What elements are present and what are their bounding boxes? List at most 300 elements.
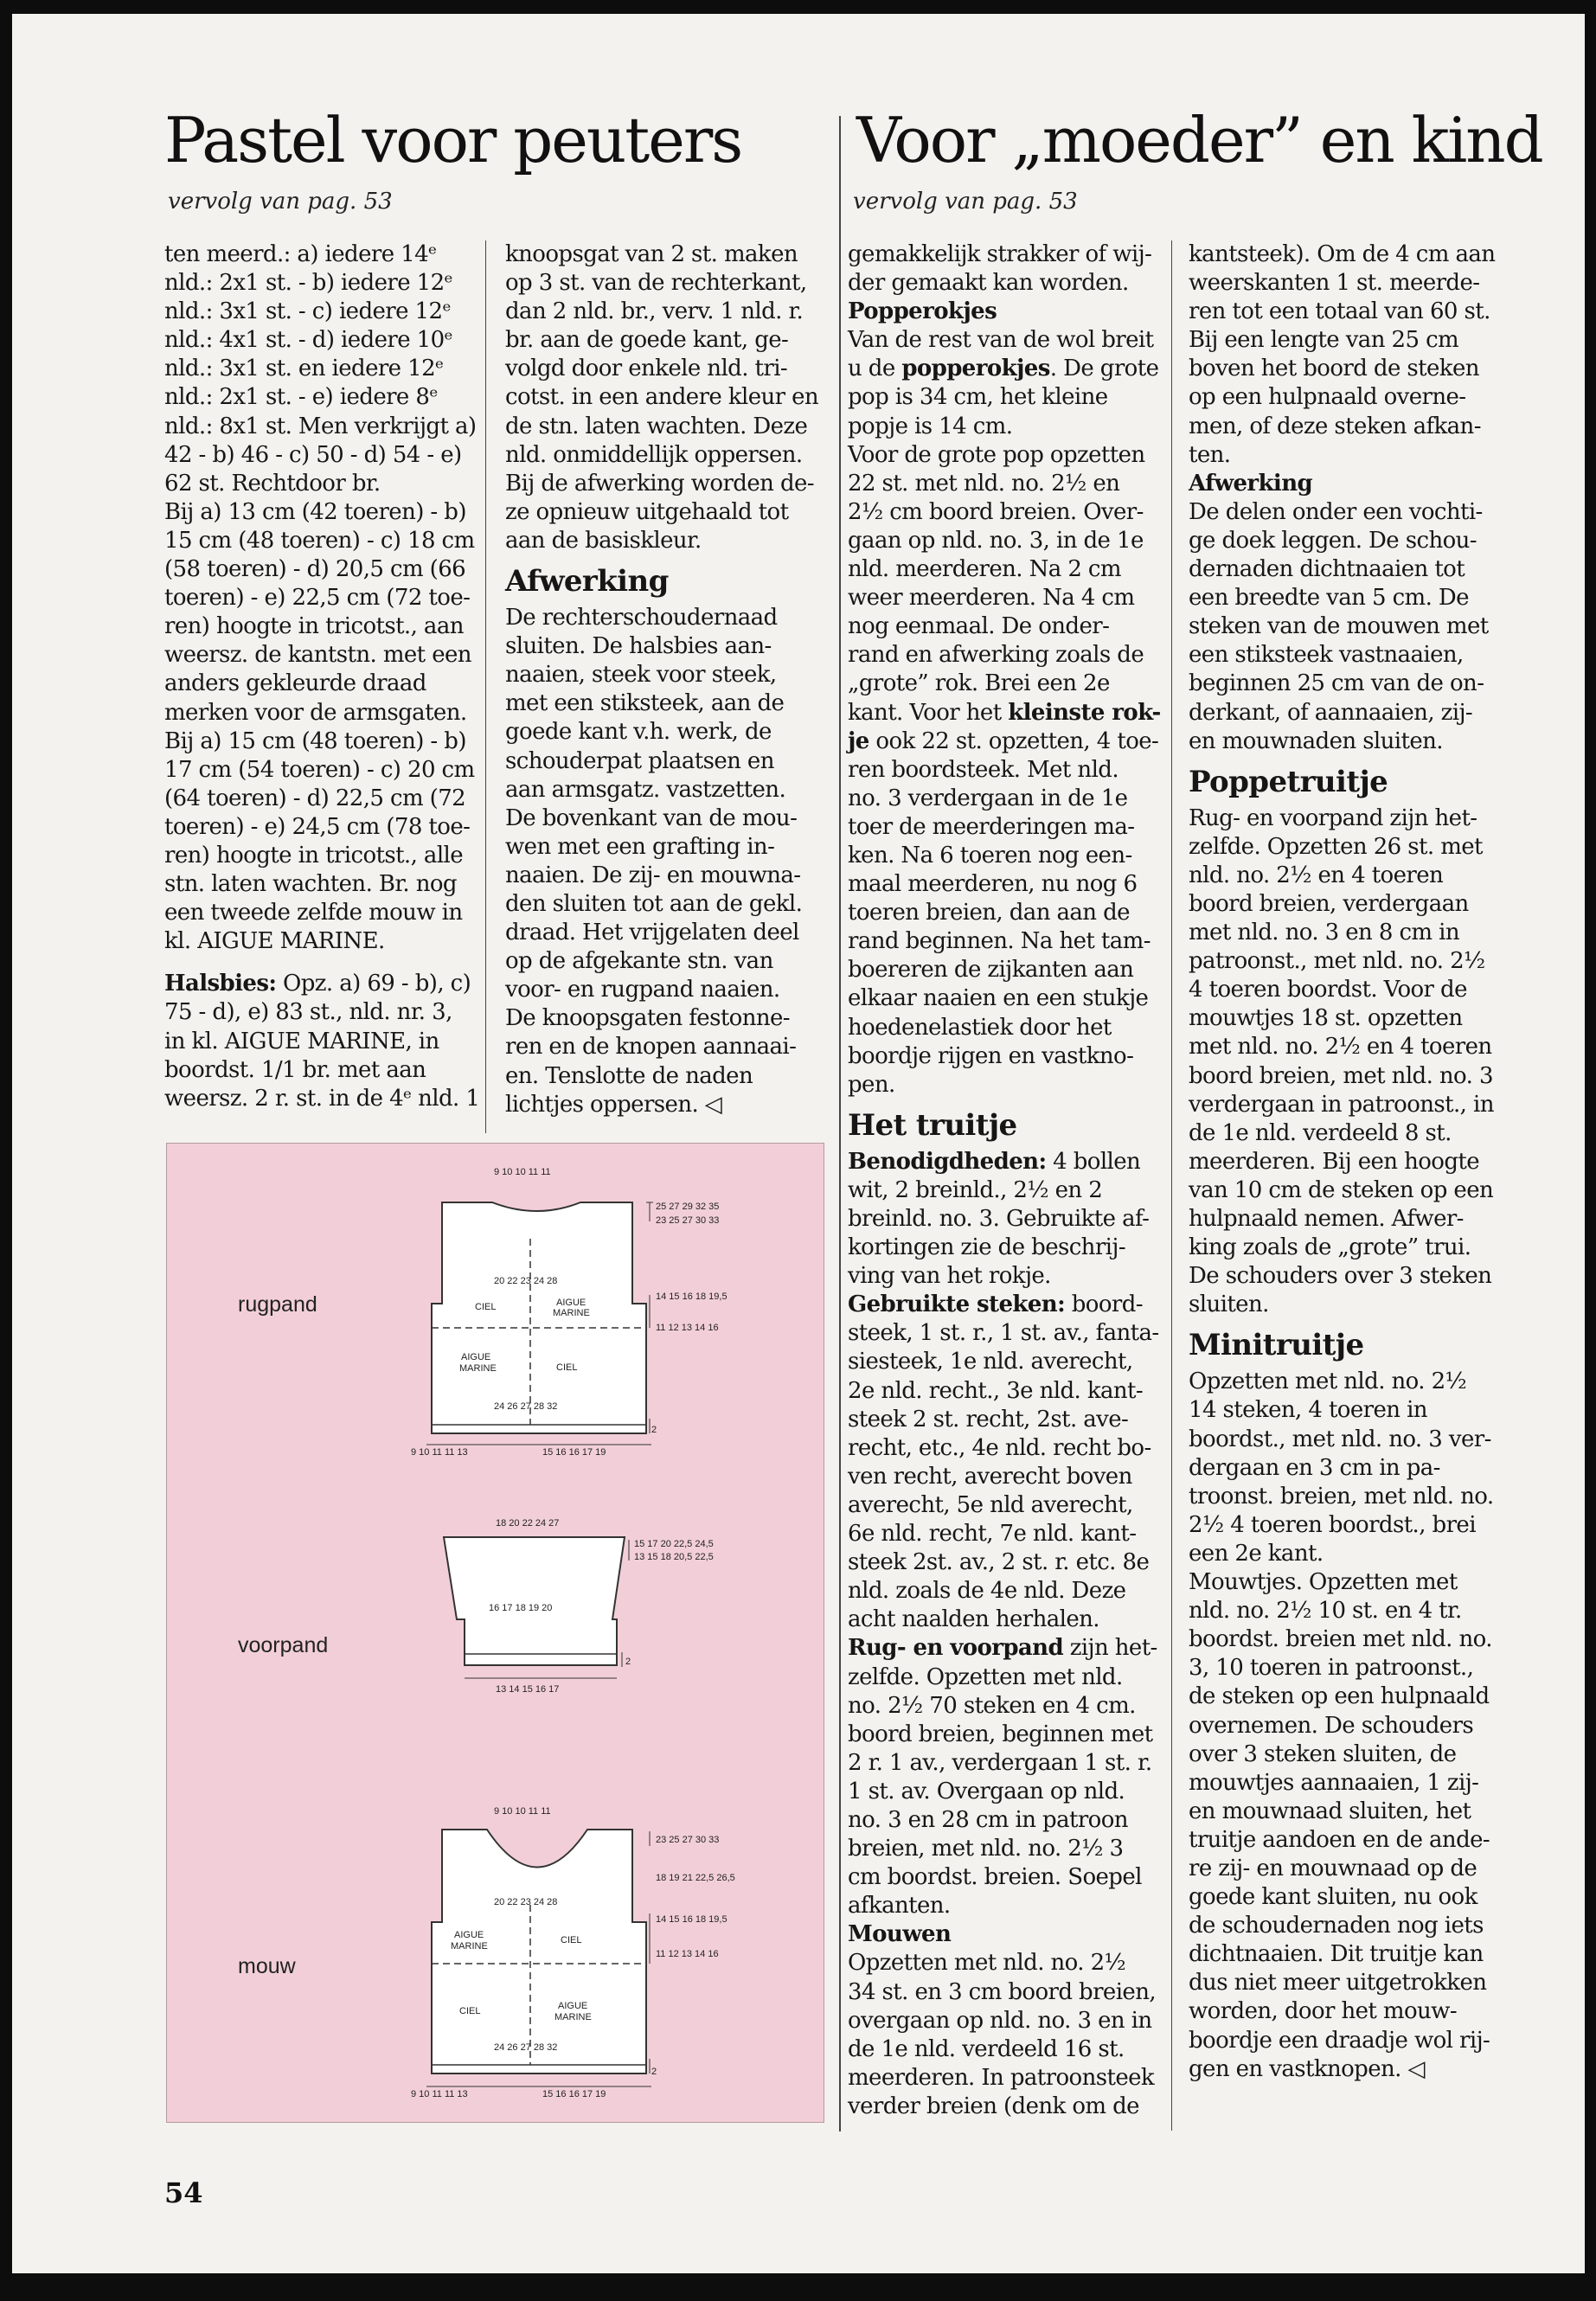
magazine-page	[12, 14, 1585, 2273]
line-text: wen met een grafting in-	[505, 833, 775, 860]
line-text: boordst. 1/1 br. met aan	[164, 1056, 426, 1083]
line-text: steken van de mouwen met	[1189, 613, 1489, 640]
mouw-top-dim: 9 10 10 11 11	[494, 1806, 551, 1817]
line-text: re zij- en mouwnaad op de	[1189, 1855, 1477, 1881]
rug-bottom-inner: 24 26 27 28 32	[494, 1401, 558, 1412]
text-line	[848, 842, 1168, 870]
section-heading: Het truitje	[848, 1107, 1017, 1143]
line-text: Bij a) 13 cm (42 toeren) - b)	[164, 498, 466, 525]
mouw-right-2: 18 19 21 22,5 26,5	[656, 1873, 735, 1883]
text-line	[164, 355, 479, 383]
text-line	[164, 326, 479, 355]
text-line	[848, 984, 1168, 1013]
line-text: pen.	[848, 1071, 895, 1098]
text-line	[1189, 355, 1510, 383]
text-line	[848, 612, 1168, 641]
line-text: boven het boord de steken	[1189, 356, 1479, 382]
text-line	[164, 998, 479, 1027]
rug-right-top-1: 25 27 29 32 35	[656, 1202, 720, 1212]
text-line	[1189, 1176, 1510, 1205]
text-line	[1189, 2027, 1510, 2055]
line-text: draad. Het vrijgelaten deel	[505, 920, 799, 946]
text-line	[505, 833, 825, 862]
mouw-right-4: 11 12 13 14 16	[656, 1949, 719, 1959]
line-text: nog eenmaal. De onder-	[848, 613, 1110, 640]
text-line	[1189, 1712, 1510, 1740]
text-line	[1189, 584, 1510, 612]
line-text: rand en afwerking zoals de	[848, 642, 1144, 669]
text-line	[848, 699, 1168, 727]
line-text: 2 r. 1 av., verdergaan 1 st. r.	[848, 1749, 1152, 1776]
rug-color-aigue: AIGUE	[556, 1298, 586, 1308]
text-line	[848, 1863, 1168, 1892]
mouw-right-3: 14 15 16 18 19,5	[656, 1914, 727, 1925]
text-line	[848, 1434, 1168, 1463]
line-text: met nld. no. 3 en 8 cm in	[1189, 920, 1460, 946]
line-text: Mouwtjes. Opzetten met	[1189, 1569, 1458, 1596]
text-line	[505, 1004, 825, 1033]
line-text: De knoopsgaten festonne-	[505, 1005, 790, 1032]
line-text: 22 st. met nld. no. 2½ en	[848, 470, 1120, 497]
voor-right-1: 15 17 20 22,5 24,5	[634, 1539, 714, 1549]
line-text: weersz. 2 r. st. in de 4ᵉ nld. 1	[164, 1085, 480, 1112]
line-text: en mouwnaad sluiten, het	[1189, 1798, 1471, 1824]
text-line	[1189, 1368, 1510, 1396]
line-text: kortingen zie de beschrij-	[848, 1234, 1126, 1261]
text-line	[848, 240, 1168, 269]
line-text: boordje rijgen en vastkno-	[848, 1042, 1134, 1069]
line-text: naaien, steek voor steek,	[505, 662, 777, 689]
line-text: nld.: 4x1 st. - d) iedere 10ᵉ	[164, 327, 452, 354]
line-text: nld. meerderen. Na 2 cm	[848, 556, 1121, 583]
text-line	[164, 970, 479, 998]
line-text: 62 st. Rechtdoor br.	[164, 470, 381, 497]
text-line	[505, 661, 825, 689]
text-line	[1189, 1912, 1510, 1940]
mouw-mid-dim: 20 22 23 24 28	[494, 1897, 558, 1907]
text-line	[1189, 1511, 1510, 1540]
text-line	[848, 1291, 1168, 1319]
line-text: truitje aandoen en de ande-	[1189, 1826, 1490, 1853]
text-line	[505, 326, 825, 355]
line-text: troonst. breien, met nld. no.	[1189, 1483, 1494, 1509]
text-line	[1189, 1483, 1510, 1511]
line-text: Opzetten met nld. no. 2½	[848, 1950, 1126, 1977]
bold-lead: Benodigdheden:	[848, 1148, 1047, 1175]
line-text: en. Tenslotte de naden	[505, 1062, 753, 1089]
line-text: steek 2 st. recht, 2st. ave-	[848, 1406, 1129, 1433]
text-line	[848, 670, 1168, 698]
line-text: hulpnaald nemen. Afwer-	[1189, 1206, 1464, 1232]
voor-inner-dim: 16 17 18 19 20	[489, 1603, 553, 1613]
line-text: toeren) - e) 24,5 cm (78 toe-	[164, 813, 471, 840]
line-text: mouwtjes aannaaien, 1 zij-	[1189, 1769, 1479, 1796]
text-line	[848, 927, 1168, 956]
text-line	[1189, 1625, 1510, 1654]
voor-bottom-dim: 13 14 15 16 17	[496, 1684, 560, 1695]
mouw-bottom-left: 9 10 11 11 13	[411, 2089, 468, 2099]
line-text: De delen onder een vochti-	[1189, 498, 1483, 525]
text-line	[164, 641, 479, 670]
text-line	[848, 1148, 1168, 1176]
text-line	[1189, 1597, 1510, 1625]
line-text: no. 3 en 28 cm in patroon	[848, 1806, 1128, 1833]
text-line	[848, 1577, 1168, 1606]
text-line	[1189, 1740, 1510, 1769]
line-text: elkaar naaien en een stukje	[848, 985, 1149, 1012]
line-text: no. 3 verdergaan in de 1e	[848, 785, 1128, 811]
article-subtitle-left: vervolg van pag. 53	[168, 189, 393, 215]
text-line	[848, 527, 1168, 555]
text-line	[848, 1319, 1168, 1348]
text-line	[1189, 670, 1510, 698]
text-line	[848, 1014, 1168, 1042]
text-line	[848, 441, 1168, 470]
line-text: weerskanten 1 st. meerde-	[1189, 270, 1480, 297]
text-line	[164, 413, 479, 441]
line-text: (64 toeren) - d) 22,5 cm (72	[164, 785, 466, 811]
line-text: 4 bollen	[1046, 1148, 1141, 1175]
text-line	[848, 1176, 1168, 1205]
text-line	[1189, 326, 1510, 355]
article-title-left: Pastel voor peuters	[164, 104, 742, 176]
line-text: sluiten. De halsbies aan-	[505, 633, 772, 660]
text-line	[848, 1205, 1168, 1234]
text-line	[1189, 1004, 1510, 1033]
line-text: der gemaakt kan worden.	[848, 270, 1129, 297]
text-line	[848, 1520, 1168, 1548]
text-line	[1189, 833, 1510, 862]
line-text: de 1e nld. verdeeld 16 st.	[848, 2035, 1125, 2062]
text-line	[1189, 1396, 1510, 1425]
text-line	[848, 1348, 1168, 1376]
text-line	[1189, 298, 1510, 326]
text-line	[848, 2064, 1168, 2093]
line-text: 1 st. av. Overgaan op nld.	[848, 1778, 1125, 1804]
line-text: op 3 st. van de rechterkant,	[505, 270, 807, 297]
line-text: zijn het-	[1063, 1635, 1157, 1662]
text-line	[505, 919, 825, 947]
line-text: den sluiten tot aan de gekl.	[505, 890, 803, 917]
line-text: meerderen. Bij een hoogte	[1189, 1148, 1480, 1175]
text-column-3	[848, 240, 1168, 2121]
line-text: met een stiksteek, aan de	[505, 690, 785, 717]
text-line	[1189, 1769, 1510, 1798]
line-text: zelfde. Opzetten met nld.	[848, 1663, 1123, 1690]
line-text: van 10 cm de steken op een	[1189, 1176, 1494, 1203]
line-text: sluiten.	[1189, 1292, 1269, 1318]
text-line	[1189, 1234, 1510, 1262]
text-line	[848, 1406, 1168, 1434]
text-line	[1189, 527, 1510, 555]
column-divider	[485, 240, 486, 1133]
rug-color-marine-2: MARINE	[459, 1363, 497, 1374]
text-line	[1189, 1855, 1510, 1883]
text-line	[505, 689, 825, 718]
line-text: dernaden dichtnaaien tot	[1189, 556, 1465, 583]
line-text: Voor de grote pop opzetten	[848, 441, 1145, 468]
text-line	[848, 813, 1168, 842]
line-text: de stn. laten wachten. Deze	[505, 413, 808, 439]
text-line	[848, 269, 1168, 298]
text-line	[848, 2093, 1168, 2121]
line-text: ren boordsteek. Met nld.	[848, 756, 1118, 783]
line-text: 42 - b) 46 - c) 50 - d) 54 - e)	[164, 441, 462, 468]
line-text: no. 2½ 70 steken en 4 cm.	[848, 1692, 1136, 1719]
page-number: 54	[164, 2176, 203, 2209]
text-line	[848, 1606, 1168, 1634]
text-line	[848, 756, 1168, 785]
line-text: Rug- en voorpand zijn het-	[1189, 804, 1477, 831]
text-line	[505, 947, 825, 976]
rug-color-marine: MARINE	[553, 1308, 590, 1318]
line-text: worden, door het mouw-	[1189, 1998, 1458, 2025]
line-text: overnemen. De schouders	[1189, 1712, 1474, 1739]
voor-top-dim: 18 20 22 24 27	[496, 1518, 560, 1529]
text-line	[164, 1085, 479, 1113]
text-line	[164, 527, 479, 555]
text-line	[164, 441, 479, 470]
text-line	[848, 1663, 1168, 1692]
line-text: „grote” rok. Brei een 2e	[848, 670, 1110, 697]
text-line	[1189, 1148, 1510, 1176]
line-text: verdergaan in patroonst., in	[1189, 1091, 1494, 1118]
text-line	[505, 747, 825, 776]
line-text: 75 - d), e) 83 st., nld. nr. 3,	[164, 999, 452, 1026]
text-line	[1189, 1291, 1510, 1319]
line-text: schouderpat plaatsen en	[505, 747, 774, 774]
text-line	[848, 584, 1168, 612]
text-line	[1189, 2055, 1510, 2084]
line-text: derkant, of aannaaien, zij-	[1189, 699, 1473, 726]
line-text: nld.: 2x1 st. - b) iedere 12ᵉ	[164, 270, 452, 297]
text-line	[505, 527, 825, 555]
text-line	[1189, 1798, 1510, 1826]
line-text-tail: . De grote	[1049, 356, 1159, 382]
line-text: nld. no. 2½ 10 st. en 4 tr.	[1189, 1598, 1462, 1625]
text-line	[848, 1634, 1168, 1663]
line-text: verder breien (denk om de	[848, 2093, 1139, 2119]
line-text: De bovenkant van de mou-	[505, 804, 798, 831]
voorpand-schematic	[444, 1537, 625, 1665]
text-line	[164, 555, 479, 584]
line-text: ook 22 st. opzetten, 4 toe-	[869, 727, 1159, 754]
line-text: een breedte van 5 cm. De	[1189, 585, 1469, 612]
line-text: dichtnaaien. Dit truitje kan	[1189, 1941, 1484, 1968]
line-text: lichtjes oppersen. ◁	[505, 1091, 722, 1118]
line-text: 4 toeren boordst. Voor de	[1189, 977, 1467, 1003]
text-line	[848, 2007, 1168, 2035]
line-text: afkanten.	[848, 1893, 951, 1920]
text-line	[164, 785, 479, 813]
text-line	[848, 326, 1168, 355]
text-line	[848, 1892, 1168, 1920]
line-text: overgaan op nld. no. 3 en in	[848, 2007, 1152, 2034]
text-line	[505, 890, 825, 919]
line-text: king zoals de „grote” trui.	[1189, 1234, 1471, 1261]
text-line	[505, 1062, 825, 1091]
text-line	[848, 1835, 1168, 1863]
line-text: dergaan en 3 cm in pa-	[1189, 1454, 1440, 1481]
line-text: de 1e nld. verdeeld 8 st.	[1189, 1119, 1452, 1146]
line-text: ten meerd.: a) iedere 14ᵉ	[164, 241, 437, 267]
text-line	[848, 1463, 1168, 1491]
line-text: aan armsgatz. vastzetten.	[505, 776, 786, 803]
rug-right-mid-1: 14 15 16 18 19,5	[656, 1292, 727, 1302]
text-column-1	[164, 240, 479, 1113]
line-text: ge doek leggen. De schou-	[1189, 527, 1477, 554]
line-text: Opz. a) 69 - b), c)	[276, 971, 471, 997]
text-line	[505, 355, 825, 383]
rug-color-aigue-2: AIGUE	[461, 1352, 491, 1362]
line-text: Opzetten met nld. no. 2½	[1189, 1368, 1467, 1395]
line-text: rand beginnen. Na het tam-	[848, 928, 1151, 955]
line-text: goede kant sluiten, nu ook	[1189, 1884, 1477, 1911]
text-line	[1189, 1454, 1510, 1483]
line-text: aan de basiskleur.	[505, 527, 702, 554]
text-line	[848, 1778, 1168, 1806]
bold-term: popperokjes	[901, 356, 1050, 382]
text-line	[1189, 862, 1510, 890]
line-text: ren) hoogte in tricotst., aan	[164, 613, 464, 640]
line-text: popje is 14 cm.	[848, 413, 1013, 439]
line-text: kl. AIGUE MARINE.	[164, 928, 385, 955]
text-line	[848, 1234, 1168, 1262]
rug-right-mid-2: 11 12 13 14 16	[656, 1323, 719, 1333]
line-text: nld.: 3x1 st. en iedere 12ᵉ	[164, 356, 444, 382]
text-line	[1189, 699, 1510, 727]
line-text: voor- en rugpand naaien.	[505, 977, 780, 1003]
text-line	[505, 269, 825, 298]
line-text: meerderen. In patroonsteek	[848, 2064, 1155, 2091]
text-line	[848, 899, 1168, 927]
text-line	[1189, 1262, 1510, 1291]
text-line	[1189, 1568, 1510, 1597]
line-text: over 3 steken sluiten, de	[1189, 1740, 1457, 1767]
line-text: (58 toeren) - d) 20,5 cm (66	[164, 556, 466, 583]
mouw-color-aigue-2: AIGUE	[558, 2001, 588, 2011]
line-text: weersz. de kantstn. met een	[164, 642, 471, 669]
bold-lead: je	[848, 727, 869, 754]
line-text: een tweede zelfde mouw in	[164, 900, 463, 926]
line-text: dan 2 nld. br., verv. 1 nld. r.	[505, 298, 804, 325]
line-text: nld.: 8x1 st. Men verkrijgt a)	[164, 413, 477, 439]
text-line	[164, 727, 479, 756]
line-text: ren) hoogte in tricotst., alle	[164, 842, 464, 868]
text-line	[505, 441, 825, 470]
rug-mid-dim: 20 22 23 24 28	[494, 1276, 558, 1286]
line-text: nld.: 3x1 st. - c) iedere 12ᵉ	[164, 298, 451, 325]
line-text: acht naalden herhalen.	[848, 1606, 1099, 1633]
text-line	[1189, 1426, 1510, 1454]
line-text: en mouwnaden sluiten.	[1189, 727, 1443, 754]
text-line	[164, 870, 479, 899]
text-line	[848, 413, 1168, 441]
rug-color-ciel-2: CIEL	[556, 1362, 578, 1373]
voor-rib-height: 2	[625, 1657, 631, 1667]
line-text: op de afgekante stn. van	[505, 948, 773, 975]
text-line	[1189, 976, 1510, 1004]
line-text: 2½ cm boord breien. Over-	[848, 498, 1144, 525]
rug-bottom-right: 15 16 16 17 19	[542, 1447, 606, 1458]
mouw-rib-height: 2	[651, 2067, 657, 2077]
text-line	[505, 632, 825, 661]
mouw-bottom-right: 15 16 16 17 19	[542, 2089, 606, 2099]
text-line	[1189, 727, 1510, 756]
text-line	[1189, 1540, 1510, 1568]
mouw-color-marine-2: MARINE	[554, 2012, 592, 2022]
section-heading: Poppetruitje	[1189, 764, 1388, 799]
line-text: boordst. breien met nld. no.	[1189, 1626, 1492, 1653]
line-text: ze opnieuw uitgehaald tot	[505, 498, 789, 525]
line-text: De schouders over 3 steken	[1189, 1263, 1492, 1290]
line-text: goede kant v.h. werk, de	[505, 719, 772, 746]
bold-lead: Gebruikte steken:	[848, 1292, 1066, 1318]
line-text: hoedenelastiek door het	[848, 1014, 1112, 1041]
line-text: boord breien, verdergaan	[1189, 890, 1469, 917]
text-line	[164, 756, 479, 785]
line-text: patroonst., met nld. no. 2½	[1189, 948, 1485, 975]
text-line	[505, 1091, 825, 1119]
rug-rib-height: 2	[651, 1425, 657, 1435]
line-text: maal meerderen, nu nog 6	[848, 871, 1138, 898]
text-line	[1189, 1940, 1510, 1969]
line-text: merken voor de armsgaten.	[164, 699, 467, 726]
mouw-right-1: 23 25 27 30 33	[656, 1835, 720, 1845]
line-text: steek, 1 st. r., 1 st. av., fanta-	[848, 1320, 1159, 1347]
line-text: ven recht, averecht boven	[848, 1463, 1132, 1490]
bold-lead: Afwerking	[1189, 470, 1313, 497]
text-line	[1189, 1033, 1510, 1061]
bold-lead: Halsbies:	[164, 971, 277, 997]
text-line	[848, 2035, 1168, 2064]
text-line	[1189, 498, 1510, 527]
line-text: boord-	[1065, 1292, 1143, 1318]
text-line	[505, 383, 825, 412]
line-text: naaien. De zij- en mouwna-	[505, 862, 801, 888]
text-line	[1189, 240, 1510, 269]
text-line	[848, 1721, 1168, 1749]
text-line	[848, 1262, 1168, 1291]
line-text: averecht, 5e nld averecht,	[848, 1491, 1133, 1518]
pattern-diagram	[166, 1143, 824, 2123]
text-line	[505, 413, 825, 441]
text-line	[164, 670, 479, 698]
text-line	[505, 976, 825, 1004]
text-line	[1189, 1969, 1510, 1997]
text-line	[164, 612, 479, 641]
label-voorpand: voorpand	[238, 1633, 329, 1657]
line-text: Bij a) 15 cm (48 toeren) - b)	[164, 727, 466, 754]
line-text: nld.: 2x1 st. - e) iedere 8ᵉ	[164, 384, 438, 411]
text-line	[505, 604, 825, 632]
line-text: br. aan de goede kant, ge-	[505, 327, 789, 354]
text-line	[1189, 1883, 1510, 1912]
line-text: 34 st. en 3 cm boord breien,	[848, 1978, 1157, 2005]
text-line	[848, 498, 1168, 527]
line-text: pop is 34 cm, het kleine	[848, 384, 1108, 411]
rug-right-top-2: 23 25 27 30 33	[656, 1215, 720, 1226]
bold-lead: Mouwen	[848, 1921, 952, 1948]
line-text: Van de rest van de wol breit	[848, 327, 1154, 354]
label-mouw: mouw	[238, 1954, 296, 1978]
line-text: de steken op een hulpnaald	[1189, 1683, 1490, 1710]
section-heading: Afwerking	[505, 564, 669, 599]
line-text: De rechterschoudernaad	[505, 605, 778, 631]
text-line	[164, 1056, 479, 1085]
text-line	[848, 298, 1168, 326]
text-line	[1189, 1997, 1510, 2026]
